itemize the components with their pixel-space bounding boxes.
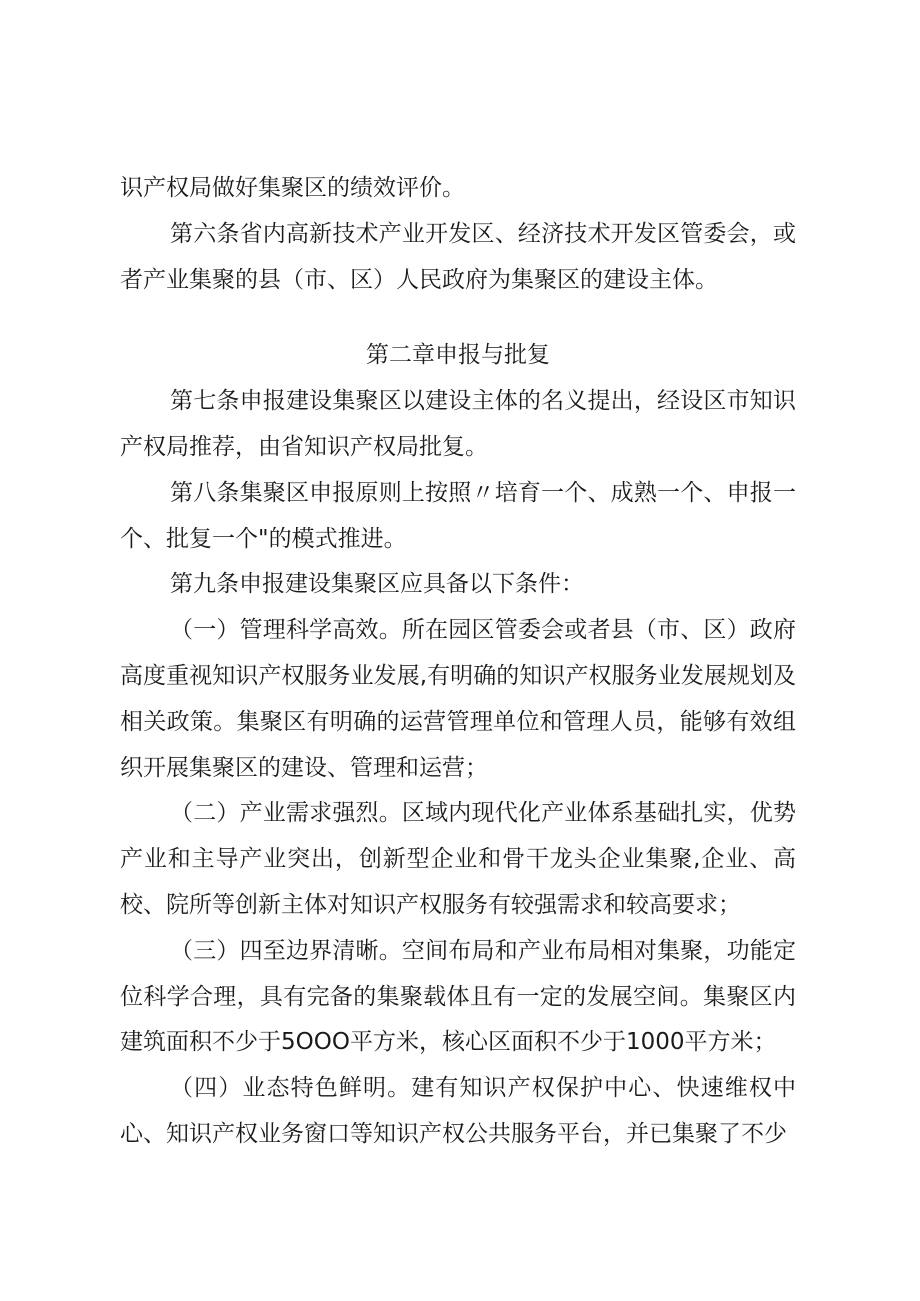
article-9-paragraph: 第九条申报建设集聚区应具备以下条件： [170,571,584,598]
document-body [120,166,796,1158]
condition-1-paragraph: （一）管理科学高效。所在园区管委会或者县（市、区）政府高度重视知识产权服务业发展,有明确的知识产权服务业发展规划及相关政策。集聚区有明确的运营管理单位和管理人员，能够有效组织开展集聚区的建设、管理和运营； [120,617,796,781]
condition-2-paragraph: （二）产业需求强烈。区域内现代化产业体系基础扎实，优势产业和主导产业突出，创新型企业和骨干龙头企业集聚,企业、高校、院所等创新主体对知识产权服务有较强需求和较高要求； [120,800,796,918]
condition-3-paragraph: （三）四至边界清晰。空间布局和产业布局相对集聚，功能定位科学合理，具有完备的集聚载体且有一定的发展空间。集聚区内建筑面积不少于5OOO平方米，核心区面积不少于1000平方米； [120,937,796,1056]
paragraph-continuation: 识产权局做好集聚区的绩效评价。 [120,175,465,201]
article-8-paragraph: 第八条集聚区申报原则上按照〃培育一个、成熟一个、申报一个、批复一个"的模式推进。 [120,479,796,552]
article-6-paragraph: 第六条省内高新技术产业开发区、经济技术开发区管委会，或者产业集聚的县（市、区）人民政府为集聚区的建设主体。 [120,220,796,293]
condition-4-paragraph: （四）业态特色鲜明。建有知识产权保护中心、快速维权中心、知识产权业务窗口等知识产权公共服务平台，并已集聚了不少 [120,1075,796,1147]
chapter-heading: 第二章申报与批复 [366,342,550,369]
article-7-paragraph: 第七条申报建设集聚区以建设主体的名义提出，经设区市知识产权局推荐，由省知识产权局批复。 [120,388,796,460]
